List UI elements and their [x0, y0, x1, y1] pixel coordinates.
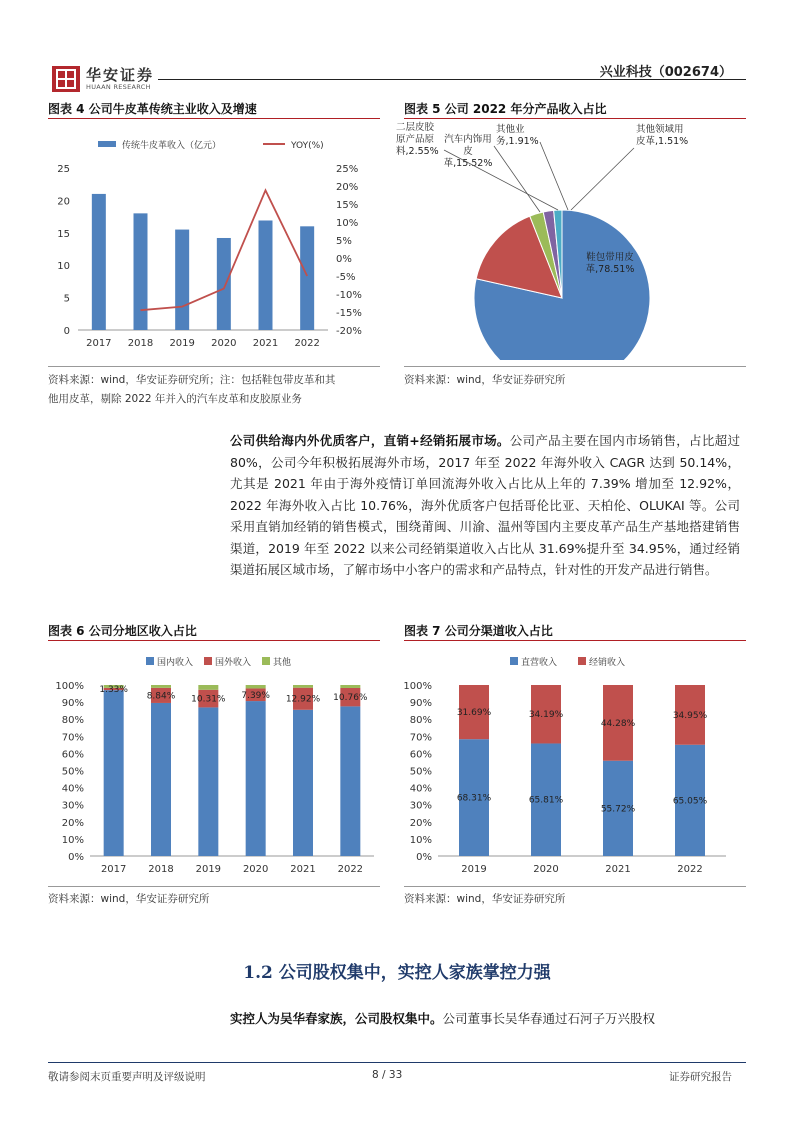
label-shoe-bag-leather: 革,78.51% — [585, 264, 635, 275]
y-tick-label: 10% — [61, 834, 84, 846]
y-tick-label: 0% — [416, 852, 432, 863]
legend-swatch — [204, 657, 212, 665]
data-label-dealer: 34.19% — [528, 710, 564, 721]
label-shoe-bag-leather: 鞋包带用皮 — [586, 252, 634, 263]
y-left-tick-label: 15 — [57, 228, 70, 240]
bar-revenue — [92, 194, 106, 330]
data-label-direct: 55.72% — [600, 804, 636, 815]
y-tick-label: 60% — [61, 749, 84, 761]
label-collagen-raw: 二层皮胶 — [396, 122, 435, 133]
figure4-chart — [48, 128, 388, 358]
legend-swatch — [578, 657, 586, 665]
label-auto-interior-leather: 汽车内饰用 — [444, 134, 492, 145]
label-other-field-leather: 其他领域用 — [636, 124, 684, 135]
x-tick-label: 2022 — [337, 864, 364, 875]
paragraph-equity-body: 公司董事长吴华春通过石河子万兴股权 — [442, 1011, 656, 1026]
y-tick-label: 50% — [61, 766, 84, 778]
figure6-bottom-rule — [48, 886, 380, 887]
leader-auto — [494, 146, 540, 212]
figure7-chart — [396, 645, 746, 880]
y-tick-label: 10% — [409, 834, 432, 846]
x-tick-label: 2019 — [169, 338, 195, 349]
paragraph-equity — [230, 1008, 740, 1030]
x-tick-label: 2021 — [605, 864, 631, 875]
y-left-tick-label: 10 — [57, 261, 70, 273]
x-tick-label: 2019 — [195, 864, 222, 875]
y-right-tick-label: 0% — [336, 254, 352, 265]
x-tick-label: 2018 — [148, 864, 174, 875]
label-other-field-leather: 皮革,1.51% — [636, 136, 689, 147]
data-label-overseas: 10.76% — [333, 693, 368, 704]
y-tick-label: 30% — [61, 800, 84, 812]
y-right-tick-label: 25% — [336, 164, 359, 175]
y-tick-label: 40% — [61, 783, 84, 795]
y-left-tick-label: 0 — [63, 326, 70, 337]
y-tick-label: 90% — [409, 698, 432, 710]
leader-other-business — [540, 142, 568, 210]
bar-segment-0 — [104, 690, 124, 856]
y-tick-label: 0% — [68, 852, 84, 863]
footer-report-type: 证券研究报告 — [669, 1071, 732, 1083]
figure5-bottom-rule — [404, 366, 746, 367]
bar-segment-0 — [293, 710, 313, 856]
label-other-business: 其他业 — [496, 124, 525, 135]
data-label-direct: 65.81% — [528, 795, 564, 806]
logo-emblem — [52, 66, 80, 92]
data-label-overseas: 7.39% — [241, 690, 270, 701]
bar-revenue — [134, 213, 148, 330]
legend-swatch-revenue — [98, 141, 116, 147]
y-tick-label: 50% — [409, 766, 432, 778]
label-auto-interior-leather: 皮 — [463, 146, 473, 157]
y-right-tick-label: -10% — [336, 290, 362, 301]
label-collagen-raw: 原产品原 — [396, 134, 435, 145]
figure6-title: 图表 6 公司分地区收入占比 — [48, 624, 197, 638]
data-label-dealer: 34.95% — [672, 710, 708, 721]
y-right-tick-label: 20% — [336, 182, 359, 193]
label-other-business: 务,1.91% — [496, 136, 539, 147]
bar-segment-2 — [340, 685, 360, 688]
y-left-tick-label: 25 — [57, 164, 70, 175]
y-right-tick-label: -20% — [336, 326, 362, 337]
y-tick-label: 80% — [409, 715, 432, 727]
bar-segment-0 — [246, 701, 266, 856]
y-left-tick-label: 5 — [63, 293, 70, 305]
legend-swatch — [146, 657, 154, 665]
data-label-direct: 68.31% — [456, 793, 492, 804]
paragraph-sales-body: 公司产品主要在国内市场销售，占比超过 80%，公司今年积极拓展海外市场，2017 年至 2022 年海外收入 CAGR 达到 50.14%，尤其是 2021 年由于海外疫情订单回流海外收入占比从上年的 7.39% 增加至 12.92%，2022 年海外收入占比 10.76%，海外优质客户包括哥伦比亚、天柏伦、OLUKAI 等。公司采用直销加经销的销售模式，围绕莆闽、川渝、温州等国内主要皮革产品生产基地搭建销售渠道，2019 年至 2022 以来公司经销渠道收入占比从 31.69%提升至 34.95%，通过经销渠道拓展区域市场，了解市场中小客户的需求和产品特点，针对性的开发产品进行销售。 — [230, 433, 740, 577]
bar-segment-2 — [198, 685, 218, 690]
figure4-bottom-rule — [48, 366, 380, 367]
y-tick-label: 60% — [409, 749, 432, 761]
section-heading: 1.2 公司股权集中，实控人家族掌控力强 — [243, 963, 551, 983]
leader-other-field — [571, 148, 634, 210]
legend-label: 其他 — [273, 658, 292, 668]
y-tick-label: 70% — [409, 732, 432, 744]
figure7-rule — [404, 640, 746, 641]
bar-revenue — [300, 226, 314, 330]
x-tick-label: 2021 — [252, 338, 279, 349]
y-tick-label: 20% — [409, 817, 432, 829]
x-tick-label: 2020 — [533, 864, 559, 875]
y-right-tick-label: 15% — [336, 200, 359, 211]
bar-segment-2 — [246, 685, 266, 688]
y-tick-label: 30% — [409, 800, 432, 812]
figure4-source-1: 资料来源：wind，华安证券研究所；注：包括鞋包带皮革和其 — [48, 374, 336, 386]
y-tick-label: 40% — [409, 783, 432, 795]
bar-segment-0 — [198, 707, 218, 856]
y-right-tick-label: -5% — [336, 272, 356, 283]
y-tick-label: 70% — [61, 732, 84, 744]
y-right-tick-label: -15% — [336, 308, 362, 319]
legend-label: 国内收入 — [157, 658, 194, 668]
bar-segment-2 — [293, 685, 313, 688]
y-right-tick-label: 5% — [336, 236, 352, 247]
data-label-dealer: 44.28% — [600, 718, 636, 729]
bar-revenue — [259, 220, 273, 330]
figure5-rule — [404, 118, 746, 119]
figure6-source: 资料来源：wind，华安证券研究所 — [48, 893, 210, 905]
y-tick-label: 80% — [61, 715, 84, 727]
bar-revenue — [175, 230, 189, 330]
paragraph-equity-lead: 实控人为吴华春家族，公司股权集中。 — [230, 1011, 443, 1026]
footer-disclaimer: 敬请参阅末页重要声明及评级说明 — [48, 1071, 206, 1083]
bar-segment-2 — [151, 685, 171, 688]
figure5-source: 资料来源：wind，华安证券研究所 — [404, 374, 566, 386]
label-auto-interior-leather: 革,15.52% — [443, 158, 493, 169]
y-tick-label: 100% — [55, 681, 84, 692]
logo-text: 华安证券 — [86, 66, 155, 84]
paragraph-sales — [230, 430, 740, 581]
x-tick-label: 2021 — [290, 864, 316, 875]
data-label-overseas: 1.33% — [99, 684, 128, 695]
data-label-overseas: 8.84% — [146, 691, 176, 702]
figure7-title: 图表 7 公司分渠道收入占比 — [404, 624, 553, 638]
figure7-source: 资料来源：wind，华安证券研究所 — [404, 893, 566, 905]
footer-rule — [48, 1062, 746, 1063]
data-label-dealer: 31.69% — [456, 708, 492, 719]
data-label-overseas: 10.31% — [191, 694, 226, 705]
x-tick-label: 2022 — [677, 864, 703, 875]
legend-swatch — [510, 657, 518, 665]
paragraph-sales-lead: 公司供给海内外优质客户，直销+经销拓展市场。 — [230, 433, 510, 448]
legend-label: 直营收入 — [521, 658, 558, 668]
x-tick-label: 2017 — [86, 338, 112, 349]
legend-label: 经销收入 — [589, 658, 626, 668]
figure6-chart — [48, 645, 388, 880]
company-ticker: 兴业科技（002674） — [599, 65, 732, 80]
figure7-bottom-rule — [404, 886, 746, 887]
x-tick-label: 2020 — [242, 864, 269, 875]
bar-segment-0 — [340, 706, 360, 856]
y-tick-label: 20% — [61, 817, 84, 829]
figure6-rule — [48, 640, 380, 641]
leader-collagen — [444, 150, 558, 210]
y-tick-label: 90% — [61, 698, 84, 710]
x-tick-label: 2022 — [294, 338, 320, 349]
bar-segment-0 — [151, 703, 171, 856]
figure5-title: 图表 5 公司 2022 年分产品收入占比 — [404, 102, 607, 116]
figure4-source-2: 他用皮革，剔除 2022 年并入的汽车皮革和皮胶原业务 — [48, 393, 302, 405]
data-label-overseas: 12.92% — [285, 694, 321, 705]
legend-swatch — [262, 657, 270, 665]
data-label-direct: 65.05% — [672, 796, 708, 807]
x-tick-label: 2019 — [461, 864, 487, 875]
legend-label: 国外收入 — [215, 658, 252, 668]
y-tick-label: 100% — [403, 681, 432, 692]
bar-revenue — [217, 238, 231, 330]
logo-english: HUAAN RESEARCH — [86, 83, 151, 91]
x-tick-label: 2018 — [127, 338, 154, 349]
y-right-tick-label: 10% — [336, 218, 359, 229]
x-tick-label: 2020 — [211, 338, 237, 349]
figure5-chart — [390, 120, 746, 360]
y-left-tick-label: 20 — [57, 196, 70, 208]
figure4-title: 图表 4 公司牛皮革传统主业收入及增速 — [48, 102, 257, 116]
label-collagen-raw: 料,2.55% — [396, 146, 439, 157]
page-number: 8 / 33 — [372, 1069, 403, 1081]
legend-label-revenue: 传统牛皮革收入（亿元） — [122, 141, 222, 151]
legend-label-yoy: YOY(%) — [291, 141, 324, 151]
figure4-rule — [48, 118, 380, 119]
x-tick-label: 2017 — [100, 864, 127, 875]
